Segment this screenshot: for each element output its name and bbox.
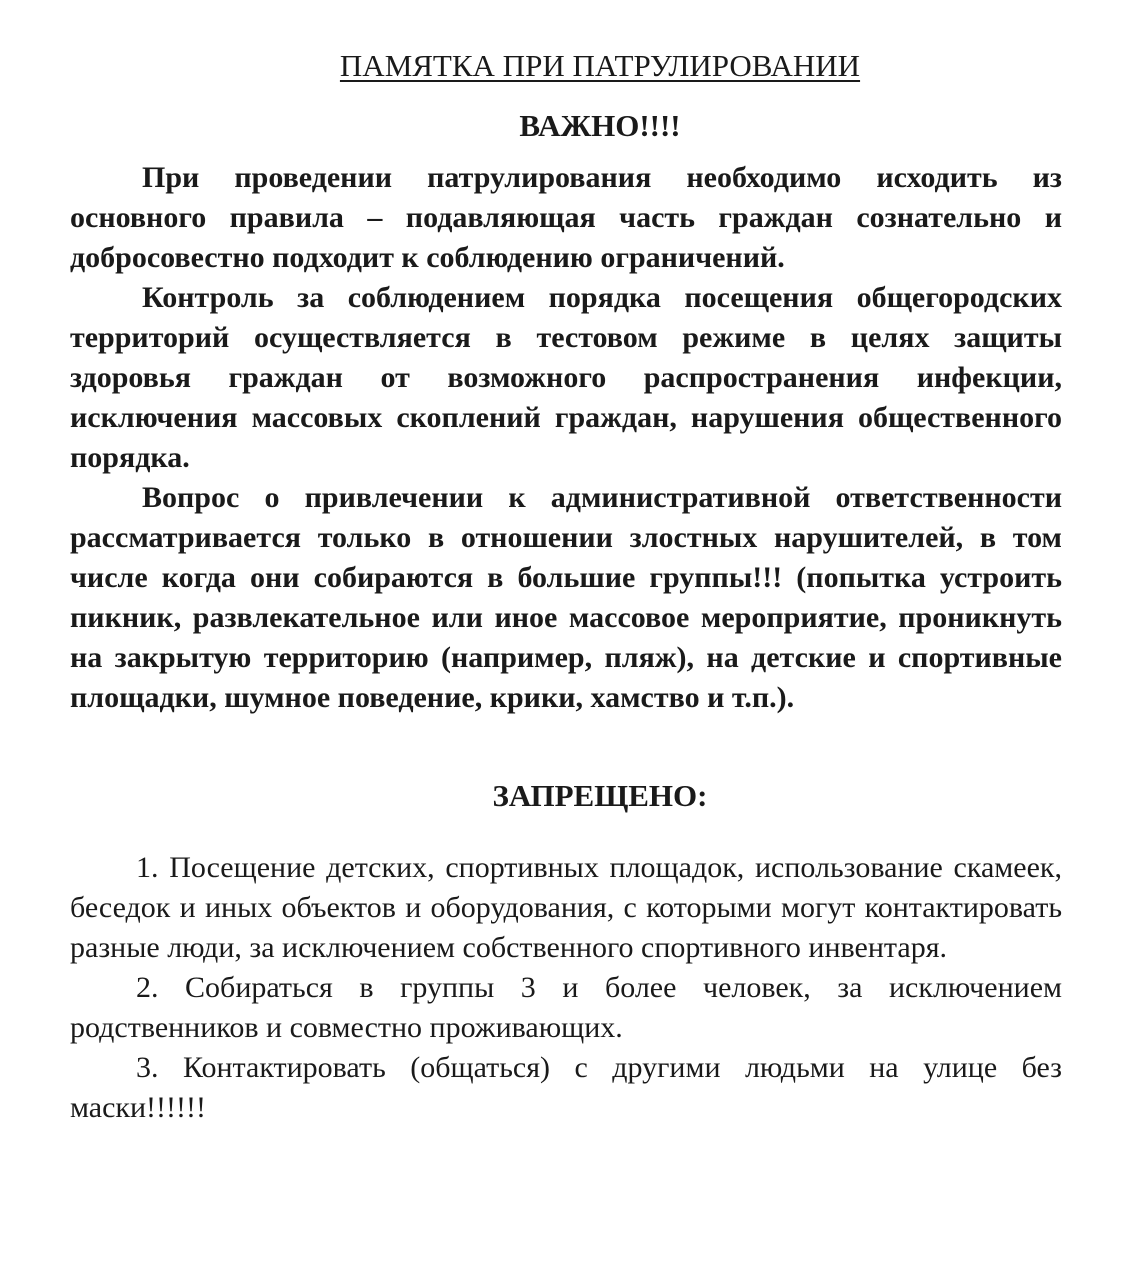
forbidden-item-1: 1. Посещение детских, спортивных площадок, использование скамеек, беседок и иных объектов и оборудования, с которыми могут контактировать разные люди, за исключением собственного спортивного инвентаря. (70, 851, 1062, 964)
important-heading: ВАЖНО!!!! (519, 108, 681, 143)
forbidden-item-2: 2. Собираться в группы 3 и более человек, за исключением родственников и совместно проживающих. (70, 971, 1062, 1044)
paragraph-control: Контроль за соблюдением порядка посещения общегородских территорий осуществляется в тестовом режиме в целях защиты здоровья граждан от возможного распространения инфекции, исключения массовых скоплений граждан, нарушения общественного порядка. (70, 281, 1062, 474)
forbidden-item-3: 3. Контактировать (общаться) с другими людьми на улице без маски!!!!!! (70, 1051, 1062, 1124)
document-title: ПАМЯТКА ПРИ ПАТРУЛИРОВАНИИ (339, 48, 861, 83)
forbidden-heading: ЗАПРЕЩЕНО: (492, 778, 708, 813)
memo-document (70, 40, 1062, 1128)
paragraph-liability: Вопрос о привлечении к административной ответственности рассматривается только в отношении злостных нарушителей, в том числе когда они собираются в большие группы!!! (попытка устроить пикник, развлекательное или иное массовое мероприятие, проникнуть на закрытую территорию (например, пляж), на детские и спортивные площадки, шумное поведение, крики, хамство и т.п.). (70, 481, 1062, 714)
paragraph-main-rule: При проведении патрулирования необходимо исходить из основного правила – подавляющая часть граждан сознательно и добросовестно подходит к соблюдению ограничений. (70, 161, 1062, 274)
